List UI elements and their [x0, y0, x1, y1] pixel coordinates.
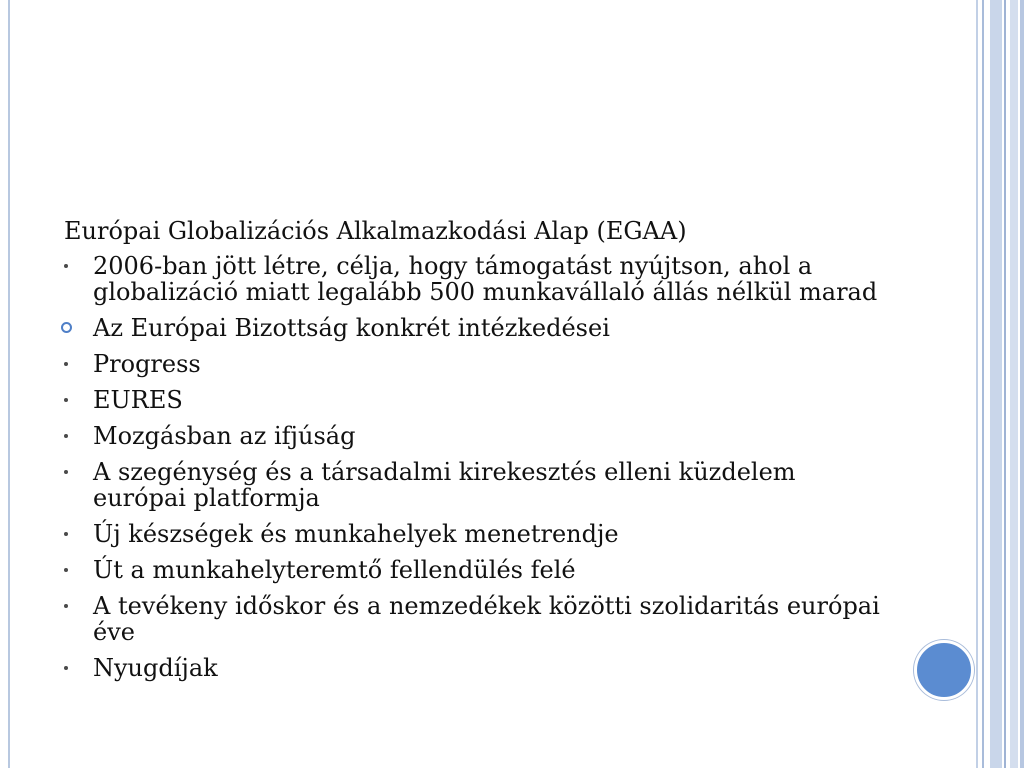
bullet-dot-icon: [64, 423, 84, 449]
bullet-ring-icon: [64, 315, 84, 341]
slide-content: [64, 218, 894, 691]
right-decoration-stripes: [976, 0, 1024, 768]
stripe: [990, 0, 1002, 768]
stripe: [1004, 0, 1006, 768]
list-item: [64, 423, 894, 449]
list-item-text: Progress: [93, 350, 201, 378]
list-item: [64, 593, 894, 645]
bullet-dot-icon: [64, 459, 84, 485]
bullet-dot-icon: [64, 387, 84, 413]
stripe: [1010, 0, 1018, 768]
list-item-text: A tevékeny időskor és a nemzedékek közötti szolidaritás európai éve: [93, 592, 880, 646]
bullet-dot-icon: [64, 351, 84, 377]
bullet-dot-icon: [64, 557, 84, 583]
list-item-text: Mozgásban az ifjúság: [93, 422, 356, 450]
slide-heading: Európai Globalizációs Alkalmazkodási Alap (EGAA): [64, 217, 687, 245]
list-item: [64, 253, 894, 305]
list-item: [64, 655, 894, 681]
list-item: [64, 315, 894, 341]
stripe: [1020, 0, 1024, 768]
bullet-dot-icon: [64, 593, 84, 619]
list-item-text: EURES: [93, 386, 183, 414]
list-item-text: Út a munkahelyteremtő fellendülés felé: [93, 556, 576, 584]
list-item: [64, 351, 894, 377]
list-item: [64, 459, 894, 511]
list-item-text: Az Európai Bizottság konkrét intézkedései: [93, 314, 610, 342]
bullet-list: [64, 253, 894, 681]
bullet-dot-icon: [64, 655, 84, 681]
list-item-text: A szegénység és a társadalmi kirekesztés elleni küzdelem európai platformja: [93, 458, 796, 512]
bullet-dot-icon: [64, 253, 84, 279]
stripe: [976, 0, 978, 768]
bullet-dot-icon: [64, 521, 84, 547]
left-border-line: [8, 0, 10, 768]
decorative-circle: [914, 640, 974, 700]
list-item: [64, 557, 894, 583]
list-item: [64, 387, 894, 413]
list-item-text: Új készségek és munkahelyek menetrendje: [93, 520, 619, 548]
stripe: [982, 0, 984, 768]
list-item-text: Nyugdíjak: [93, 654, 218, 682]
list-item-text: 2006-ban jött létre, célja, hogy támogatást nyújtson, ahol a globalizáció miatt legalább 500 munkavállaló állás nélkül marad: [93, 252, 878, 306]
list-item: [64, 521, 894, 547]
